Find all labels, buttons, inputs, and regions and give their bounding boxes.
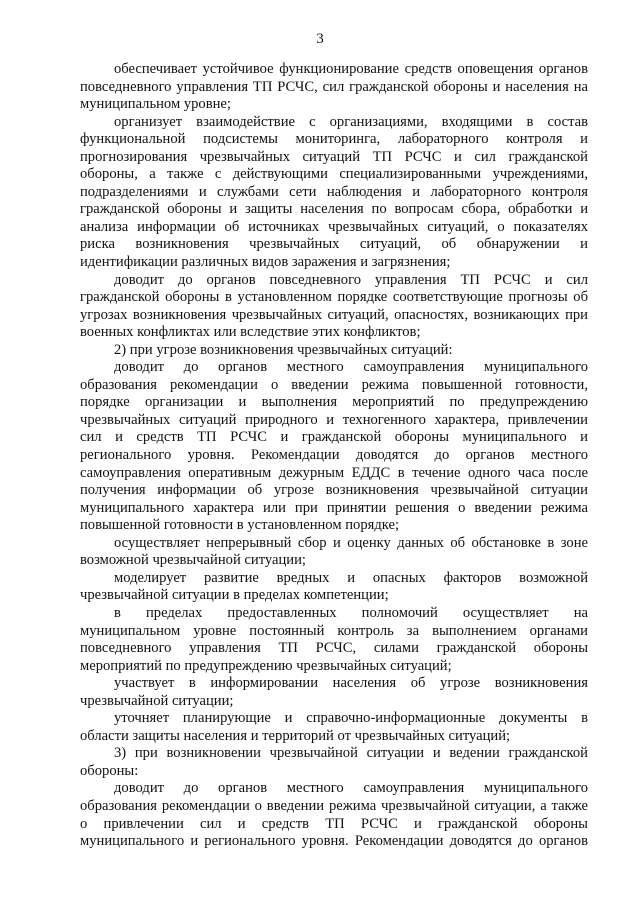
- text-line: доводит до органов местного самоуправления муниципального: [114, 359, 588, 376]
- text-line: 2) при угрозе возникновения чрезвычайных ситуаций:: [114, 341, 453, 358]
- paragraph: [80, 272, 588, 342]
- paragraph: [80, 710, 588, 745]
- text-line: муниципальном уровне постоянный контроль за выполнением органами: [80, 622, 588, 639]
- text-line: идентификации различных видов заражения и загрязнения;: [80, 254, 451, 271]
- paragraph: [80, 359, 588, 534]
- text-line: функциональной подсистемы мониторинга, лабораторного контроля и: [80, 131, 588, 148]
- text-line: повышенной готовности в установленном порядке;: [80, 517, 400, 534]
- text-line: гражданской обороны и защиты населения по вопросам сбора, обработки и: [80, 201, 588, 218]
- text-line: обеспечивает устойчивое функционирование средств оповещения органов: [114, 61, 588, 77]
- text-line: организует взаимодействие с организациями, входящими в состав: [114, 113, 588, 130]
- text-line: 3) при возникновении чрезвычайной ситуации и ведении гражданской: [114, 745, 588, 762]
- text-line: угрозах возникновения чрезвычайных ситуаций, опасностях, возникающих при: [80, 306, 588, 323]
- page-number: 3: [316, 31, 324, 47]
- text-line: повседневного управления ТП РСЧС, силами гражданской обороны: [80, 640, 588, 657]
- text-line: обороны:: [80, 762, 139, 779]
- text-line: чрезвычайной ситуации в пределах компетенции;: [80, 587, 389, 604]
- text-line: осуществляет непрерывный сбор и оценку данных об обстановке в зоне: [114, 534, 588, 551]
- text-line: в пределах предоставленных полномочий осуществляет на: [114, 604, 588, 621]
- paragraph: [80, 342, 588, 360]
- text-line: сил и средств ТП РСЧС и гражданской обороны муниципального и: [80, 429, 588, 446]
- text-line: доводит до органов повседневного управления ТП РСЧС и сил: [114, 271, 588, 288]
- text-line: образования рекомендации о введении режима чрезвычайной ситуации, а также: [80, 797, 588, 814]
- text-line: получения информации об угрозе возникновения чрезвычайной ситуации: [80, 482, 588, 499]
- text-line: обороны, а также с действующими специализированными учреждениями,: [80, 166, 588, 183]
- text-line: муниципального характера или при принятии решения о введении режима: [80, 499, 588, 516]
- document-body: [80, 61, 588, 851]
- text-line: риска возникновения чрезвычайных ситуаций, об обнаружении и: [80, 236, 588, 253]
- text-line: уточняет планирующие и справочно-информационные документы в: [114, 710, 588, 727]
- paragraph: [80, 61, 588, 114]
- text-line: порядке организации и выполнения мероприятий по предупреждению: [80, 394, 588, 411]
- paragraph: [80, 535, 588, 570]
- paragraph: [80, 570, 588, 605]
- text-line: анализа информации об источниках чрезвычайных ситуаций, о показателях: [80, 218, 588, 235]
- text-line: области защиты населения и территорий от чрезвычайных ситуаций;: [80, 727, 511, 744]
- text-line: подразделениями и службами сети наблюдения и лабораторного контроля: [80, 183, 588, 200]
- text-line: муниципальном уровне;: [80, 96, 231, 113]
- text-line: военных конфликтах или вследствие этих конфликтов;: [80, 324, 421, 341]
- text-line: гражданской обороны в установленном порядке соответствующие прогнозы об: [80, 289, 588, 306]
- text-line: самоуправления оперативным дежурным ЕДДС в течение одного часа после: [80, 464, 588, 481]
- text-line: возможной чрезвычайной ситуации;: [80, 552, 306, 569]
- text-line: образования рекомендации о введении режима повышенной готовности,: [80, 376, 588, 393]
- text-line: муниципального и регионального уровня. Рекомендации доводятся до органов: [80, 833, 588, 850]
- paragraph: [80, 114, 588, 272]
- paragraph: [80, 745, 588, 780]
- text-line: участвует в информировании населения об угрозе возникновения: [114, 675, 588, 692]
- text-line: мероприятий по предупреждению чрезвычайных ситуаций;: [80, 657, 452, 674]
- paragraph: [80, 675, 588, 710]
- text-line: чрезвычайных ситуаций природного и техногенного характера, привлечении: [80, 411, 588, 428]
- paragraph: [80, 780, 588, 850]
- paragraph: [80, 605, 588, 675]
- text-line: регионального уровня. Рекомендации доводятся до органов местного: [80, 447, 588, 464]
- text-line: прогнозирования чрезвычайных ситуаций ТП РСЧС и сил гражданской: [80, 148, 588, 165]
- text-line: моделирует развитие вредных и опасных факторов возможной: [114, 569, 588, 586]
- text-line: доводит до органов местного самоуправления муниципального: [114, 780, 588, 797]
- text-line: повседневного управления ТП РСЧС, сил гражданской обороны и населения на: [80, 78, 588, 95]
- text-line: чрезвычайной ситуации;: [80, 692, 234, 709]
- text-line: о привлечении сил и средств ТП РСЧС и гражданской обороны: [80, 815, 588, 832]
